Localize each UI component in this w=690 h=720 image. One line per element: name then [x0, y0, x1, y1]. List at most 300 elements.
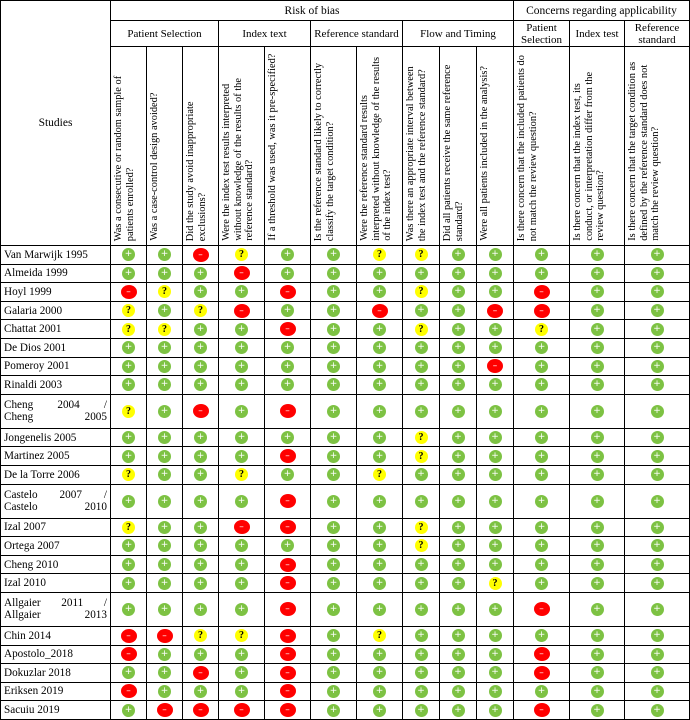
rating-cell: [440, 626, 477, 645]
rating-cell: [147, 428, 183, 447]
low-risk-icon: +: [535, 558, 548, 571]
rating-cell: [403, 301, 440, 320]
table-row: [1, 537, 690, 556]
study-name: Apostolo_2018: [1, 645, 111, 664]
rating-cell: [265, 574, 311, 593]
rating-cell: [311, 682, 357, 701]
rating-cell: [477, 465, 514, 484]
rating-cell: [147, 320, 183, 339]
low-risk-icon: +: [452, 629, 465, 642]
high-risk-icon: –: [234, 703, 250, 717]
rating-cell: [625, 394, 690, 428]
low-risk-icon: +: [327, 267, 340, 280]
low-risk-icon: +: [452, 521, 465, 534]
study-name: Hoyl 1999: [1, 283, 111, 302]
rating-cell: [183, 301, 219, 320]
low-risk-icon: +: [194, 495, 207, 508]
high-risk-icon: –: [534, 602, 550, 616]
low-risk-icon: +: [651, 304, 664, 317]
rating-cell: [440, 645, 477, 664]
low-risk-icon: +: [591, 558, 604, 571]
low-risk-icon: +: [194, 685, 207, 698]
low-risk-icon: +: [235, 603, 248, 616]
rating-cell: [219, 465, 265, 484]
rating-cell: [514, 447, 570, 466]
high-risk-icon: –: [193, 703, 209, 717]
low-risk-icon: +: [591, 577, 604, 590]
rating-cell: [265, 376, 311, 395]
rating-cell: [265, 264, 311, 283]
low-risk-icon: +: [452, 539, 465, 552]
rating-cell: [477, 264, 514, 283]
rating-cell: [219, 626, 265, 645]
rating-cell: [111, 701, 147, 720]
low-risk-icon: +: [194, 378, 207, 391]
rating-cell: [147, 484, 183, 518]
low-risk-icon: +: [122, 341, 135, 354]
low-risk-icon: +: [281, 267, 294, 280]
low-risk-icon: +: [591, 450, 604, 463]
rating-cell: [514, 537, 570, 556]
rating-cell: [403, 465, 440, 484]
domain-header: Index text: [219, 21, 311, 47]
unclear-risk-icon: ?: [235, 248, 248, 261]
low-risk-icon: +: [415, 603, 428, 616]
high-risk-icon: –: [280, 666, 296, 680]
high-risk-icon: –: [280, 449, 296, 463]
rating-cell: [183, 537, 219, 556]
low-risk-icon: +: [158, 603, 171, 616]
rating-cell: [111, 484, 147, 518]
rating-cell: [440, 246, 477, 265]
low-risk-icon: +: [194, 360, 207, 373]
low-risk-icon: +: [415, 666, 428, 679]
rating-cell: [477, 394, 514, 428]
low-risk-icon: +: [489, 323, 502, 336]
question-header: [440, 47, 477, 246]
rating-cell: [514, 283, 570, 302]
table-row: [1, 626, 690, 645]
rating-cell: [514, 592, 570, 626]
low-risk-icon: +: [194, 285, 207, 298]
low-risk-icon: +: [327, 495, 340, 508]
rating-cell: [440, 283, 477, 302]
study-name-line: Cheng 2004 /: [4, 399, 107, 412]
low-risk-icon: +: [591, 431, 604, 444]
rating-cell: [183, 626, 219, 645]
low-risk-icon: +: [591, 521, 604, 534]
low-risk-icon: +: [591, 603, 604, 616]
rating-cell: [570, 357, 625, 376]
low-risk-icon: +: [452, 558, 465, 571]
rating-cell: [311, 537, 357, 556]
rating-cell: [357, 682, 403, 701]
rating-cell: [265, 320, 311, 339]
rating-cell: [570, 376, 625, 395]
rating-cell: [625, 376, 690, 395]
low-risk-icon: +: [651, 405, 664, 418]
low-risk-icon: +: [591, 267, 604, 280]
rating-cell: [570, 664, 625, 683]
low-risk-icon: +: [327, 577, 340, 590]
rating-cell: [111, 264, 147, 283]
rating-cell: [477, 701, 514, 720]
rating-cell: [403, 645, 440, 664]
low-risk-icon: +: [651, 267, 664, 280]
rating-cell: [570, 338, 625, 357]
low-risk-icon: +: [373, 360, 386, 373]
low-risk-icon: +: [122, 360, 135, 373]
rating-cell: [357, 357, 403, 376]
domain-header: Patient Selection: [111, 21, 219, 47]
rating-cell: [357, 428, 403, 447]
low-risk-icon: +: [281, 378, 294, 391]
low-risk-icon: +: [651, 577, 664, 590]
rating-cell: [403, 701, 440, 720]
rating-cell: [219, 376, 265, 395]
table-row: [1, 682, 690, 701]
rating-cell: [440, 465, 477, 484]
low-risk-icon: +: [415, 685, 428, 698]
rating-cell: [147, 664, 183, 683]
low-risk-icon: +: [158, 341, 171, 354]
low-risk-icon: +: [373, 285, 386, 298]
high-risk-icon: –: [280, 558, 296, 572]
low-risk-icon: +: [327, 521, 340, 534]
rating-cell: [111, 357, 147, 376]
rating-cell: [570, 645, 625, 664]
rating-cell: [265, 645, 311, 664]
low-risk-icon: +: [122, 603, 135, 616]
low-risk-icon: +: [194, 431, 207, 444]
rating-cell: [219, 518, 265, 537]
low-risk-icon: +: [373, 521, 386, 534]
rating-cell: [219, 246, 265, 265]
low-risk-icon: +: [535, 405, 548, 418]
study-name: Pomeroy 2001: [1, 357, 111, 376]
rating-cell: [440, 394, 477, 428]
rating-cell: [570, 428, 625, 447]
rating-cell: [625, 447, 690, 466]
low-risk-icon: +: [158, 468, 171, 481]
domain-header: Flow and Timing: [403, 21, 514, 47]
low-risk-icon: +: [535, 378, 548, 391]
low-risk-icon: +: [327, 405, 340, 418]
low-risk-icon: +: [452, 468, 465, 481]
rating-cell: [357, 264, 403, 283]
unclear-risk-icon: ?: [415, 521, 428, 534]
low-risk-icon: +: [194, 603, 207, 616]
unclear-risk-icon: ?: [194, 304, 207, 317]
rating-cell: [311, 428, 357, 447]
low-risk-icon: +: [591, 495, 604, 508]
low-risk-icon: +: [591, 285, 604, 298]
rating-cell: [357, 645, 403, 664]
rating-cell: [265, 555, 311, 574]
study-name: Galaria 2000: [1, 301, 111, 320]
rating-cell: [183, 338, 219, 357]
rating-cell: [147, 376, 183, 395]
low-risk-icon: +: [158, 304, 171, 317]
low-risk-icon: +: [415, 378, 428, 391]
low-risk-icon: +: [489, 648, 502, 661]
rating-cell: [219, 701, 265, 720]
rating-cell: [403, 537, 440, 556]
low-risk-icon: +: [415, 495, 428, 508]
low-risk-icon: +: [452, 405, 465, 418]
rating-cell: [440, 484, 477, 518]
table-row: [1, 428, 690, 447]
low-risk-icon: +: [327, 685, 340, 698]
low-risk-icon: +: [327, 603, 340, 616]
rating-cell: [111, 320, 147, 339]
rating-cell: [357, 376, 403, 395]
low-risk-icon: +: [591, 629, 604, 642]
rating-cell: [265, 301, 311, 320]
rating-cell: [311, 664, 357, 683]
table-row: [1, 518, 690, 537]
low-risk-icon: +: [651, 341, 664, 354]
rating-cell: [403, 518, 440, 537]
rating-cell: [514, 626, 570, 645]
low-risk-icon: +: [194, 577, 207, 590]
high-risk-icon: –: [121, 684, 137, 698]
high-risk-icon: –: [193, 404, 209, 418]
rating-cell: [477, 664, 514, 683]
rating-cell: [147, 592, 183, 626]
study-name: Dokuzlar 2018: [1, 664, 111, 683]
rating-cell: [403, 682, 440, 701]
low-risk-icon: +: [235, 577, 248, 590]
study-name: Cheng 2010: [1, 555, 111, 574]
rating-cell: [403, 555, 440, 574]
rating-cell: [440, 376, 477, 395]
rating-cell: [440, 338, 477, 357]
rating-cell: [265, 283, 311, 302]
rating-cell: [311, 592, 357, 626]
rating-cell: [219, 283, 265, 302]
low-risk-icon: +: [194, 450, 207, 463]
low-risk-icon: +: [194, 323, 207, 336]
high-risk-icon: –: [280, 684, 296, 698]
low-risk-icon: +: [651, 468, 664, 481]
low-risk-icon: +: [489, 558, 502, 571]
rating-cell: [111, 428, 147, 447]
rating-cell: [265, 246, 311, 265]
rating-cell: [111, 664, 147, 683]
low-risk-icon: +: [373, 431, 386, 444]
low-risk-icon: +: [651, 378, 664, 391]
rating-cell: [183, 555, 219, 574]
low-risk-icon: +: [591, 685, 604, 698]
rating-cell: [625, 264, 690, 283]
rating-cell: [625, 338, 690, 357]
low-risk-icon: +: [158, 495, 171, 508]
rating-cell: [403, 592, 440, 626]
question-header: [265, 47, 311, 246]
low-risk-icon: +: [327, 323, 340, 336]
rating-cell: [357, 246, 403, 265]
rating-cell: [311, 626, 357, 645]
rating-cell: [357, 592, 403, 626]
applicability-domain-header: Patient Selection: [514, 21, 570, 47]
rating-cell: [440, 320, 477, 339]
rating-cell: [357, 465, 403, 484]
question-text: Were all patients included in the analysis?: [479, 66, 490, 241]
rating-cell: [477, 447, 514, 466]
low-risk-icon: +: [489, 603, 502, 616]
rating-cell: [357, 537, 403, 556]
rating-cell: [219, 682, 265, 701]
study-name-line: Allgaier 2013: [4, 609, 107, 622]
rating-cell: [147, 465, 183, 484]
rating-cell: [403, 626, 440, 645]
low-risk-icon: +: [158, 378, 171, 391]
unclear-risk-icon: ?: [373, 629, 386, 642]
study-name: Ortega 2007: [1, 537, 111, 556]
low-risk-icon: +: [122, 666, 135, 679]
rating-cell: [625, 484, 690, 518]
table-row: [1, 555, 690, 574]
rating-cell: [440, 428, 477, 447]
low-risk-icon: +: [415, 577, 428, 590]
low-risk-icon: +: [235, 405, 248, 418]
low-risk-icon: +: [158, 431, 171, 444]
low-risk-icon: +: [591, 378, 604, 391]
low-risk-icon: +: [489, 685, 502, 698]
low-risk-icon: +: [452, 603, 465, 616]
rating-cell: [357, 283, 403, 302]
rating-cell: [183, 465, 219, 484]
question-header: [219, 47, 265, 246]
table-row: [1, 246, 690, 265]
rating-cell: [403, 484, 440, 518]
question-text: Was a case-control design avoided?: [149, 92, 160, 241]
rating-cell: [265, 626, 311, 645]
low-risk-icon: +: [651, 450, 664, 463]
low-risk-icon: +: [452, 285, 465, 298]
high-risk-icon: –: [280, 520, 296, 534]
low-risk-icon: +: [591, 323, 604, 336]
rating-cell: [147, 283, 183, 302]
rating-cell: [477, 682, 514, 701]
study-name: [1, 484, 111, 518]
study-name: De Dios 2001: [1, 338, 111, 357]
unclear-risk-icon: ?: [122, 323, 135, 336]
rating-cell: [477, 428, 514, 447]
low-risk-icon: +: [194, 468, 207, 481]
low-risk-icon: +: [281, 360, 294, 373]
rating-cell: [514, 701, 570, 720]
question-header: [311, 47, 357, 246]
low-risk-icon: +: [373, 685, 386, 698]
low-risk-icon: +: [535, 341, 548, 354]
low-risk-icon: +: [122, 248, 135, 261]
high-risk-icon: –: [280, 703, 296, 717]
study-name: Chattat 2001: [1, 320, 111, 339]
rating-cell: [183, 264, 219, 283]
rating-cell: [311, 645, 357, 664]
rating-cell: [183, 484, 219, 518]
rating-cell: [403, 447, 440, 466]
rating-cell: [440, 357, 477, 376]
low-risk-icon: +: [158, 539, 171, 552]
rating-cell: [183, 376, 219, 395]
rating-cell: [514, 645, 570, 664]
low-risk-icon: +: [373, 648, 386, 661]
rating-cell: [183, 394, 219, 428]
low-risk-icon: +: [535, 267, 548, 280]
rating-cell: [514, 376, 570, 395]
rating-cell: [357, 484, 403, 518]
domain-header: Reference standard: [311, 21, 403, 47]
low-risk-icon: +: [535, 577, 548, 590]
rating-cell: [625, 246, 690, 265]
rating-cell: [311, 357, 357, 376]
low-risk-icon: +: [452, 666, 465, 679]
low-risk-icon: +: [452, 450, 465, 463]
low-risk-icon: +: [452, 267, 465, 280]
unclear-risk-icon: ?: [415, 431, 428, 444]
table-row: [1, 264, 690, 283]
low-risk-icon: +: [452, 248, 465, 261]
rating-cell: [625, 283, 690, 302]
question-header: [477, 47, 514, 246]
rating-cell: [219, 428, 265, 447]
low-risk-icon: +: [235, 360, 248, 373]
rating-cell: [477, 301, 514, 320]
low-risk-icon: +: [489, 495, 502, 508]
question-header: [111, 47, 147, 246]
rating-cell: [311, 447, 357, 466]
low-risk-icon: +: [591, 666, 604, 679]
high-risk-icon: –: [157, 703, 173, 717]
rating-cell: [440, 518, 477, 537]
study-name: Almeida 1999: [1, 264, 111, 283]
low-risk-icon: +: [327, 648, 340, 661]
low-risk-icon: +: [489, 704, 502, 717]
unclear-risk-icon: ?: [489, 577, 502, 590]
low-risk-icon: +: [373, 405, 386, 418]
low-risk-icon: +: [489, 450, 502, 463]
rating-cell: [514, 246, 570, 265]
question-text: Were the reference standard results interpreted without knowledge of the results of the index test?: [359, 57, 394, 241]
rating-cell: [183, 246, 219, 265]
low-risk-icon: +: [373, 378, 386, 391]
rating-cell: [477, 484, 514, 518]
rating-cell: [111, 283, 147, 302]
rating-cell: [311, 394, 357, 428]
question-header: [570, 47, 625, 246]
rating-cell: [147, 645, 183, 664]
low-risk-icon: +: [489, 666, 502, 679]
rating-cell: [403, 338, 440, 357]
rating-cell: [625, 645, 690, 664]
low-risk-icon: +: [158, 666, 171, 679]
low-risk-icon: +: [158, 648, 171, 661]
low-risk-icon: +: [651, 495, 664, 508]
low-risk-icon: +: [327, 378, 340, 391]
low-risk-icon: +: [327, 248, 340, 261]
rating-cell: [357, 320, 403, 339]
low-risk-icon: +: [281, 539, 294, 552]
low-risk-icon: +: [489, 248, 502, 261]
question-header: [514, 47, 570, 246]
rating-cell: [311, 518, 357, 537]
high-risk-icon: –: [280, 629, 296, 643]
unclear-risk-icon: ?: [235, 629, 248, 642]
low-risk-icon: +: [452, 304, 465, 317]
